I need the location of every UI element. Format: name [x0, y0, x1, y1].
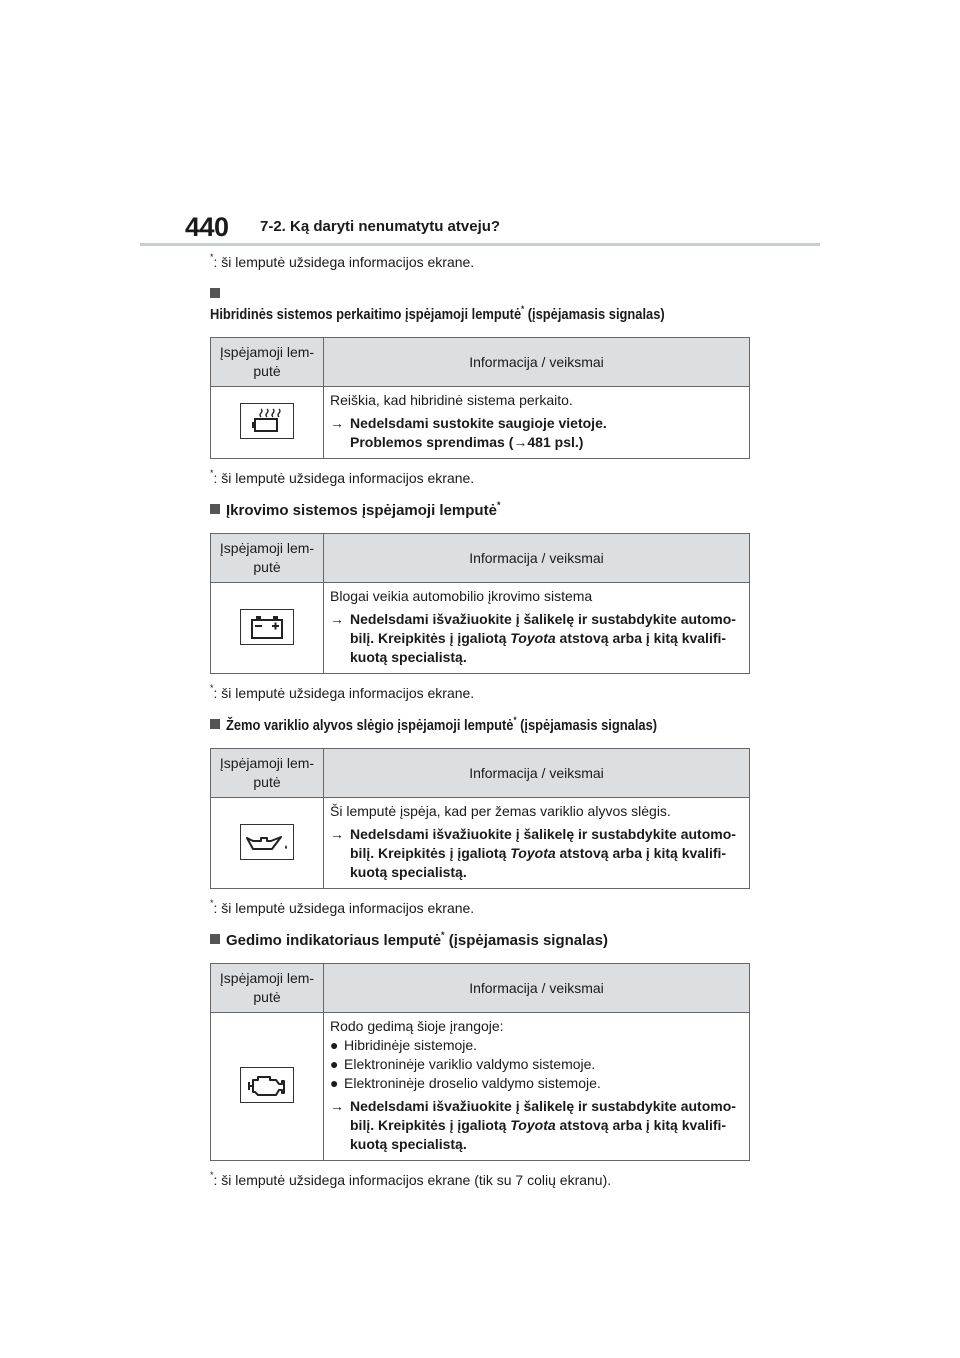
footnote: *: ši lemputė užsidega informacijos ekrane.: [210, 898, 475, 916]
list-item: ● Hibridinėje sistemoje.: [330, 1037, 478, 1053]
info-description: Reiškia, kad hibridinė sistema perkaito.: [330, 392, 573, 408]
section-title-oil-pressure: Žemo variklio alyvos slėgio įspėjamoji lemputė* (įspėjamasis signalas): [210, 716, 750, 736]
info-action: → Nedelsdami išvažiuokite į šalikelę ir sustabdykite automo-bilį. Kreipkitės į įgaliotą Toyota atstovą arba į kitą kvalifi-kuotą specialistą.: [330, 826, 736, 880]
header-light: Įspėjamoji lem- putė: [211, 534, 324, 583]
section-marker: [210, 934, 220, 944]
info-action: → Nedelsdami sustokite saugioje vietoje. Problemos sprendimas (→481 psl.): [330, 415, 607, 450]
warning-table-hybrid-overheat: [210, 337, 750, 459]
check-engine-icon: [240, 1067, 294, 1103]
page-header: [140, 212, 820, 246]
chapter-title: 7-2. Ką daryti nenumatytu atveju?: [260, 218, 501, 235]
header-info: Informacija / veiksmai: [324, 749, 750, 798]
section-marker: [210, 288, 220, 298]
section-marker: [210, 719, 220, 729]
section-marker: [210, 504, 220, 514]
header-info: Informacija / veiksmai: [324, 964, 750, 1013]
section-title-malfunction: Gedimo indikatoriaus lemputė* (įspėjamasis signalas): [210, 931, 750, 951]
footnote: *: ši lemputė užsidega informacijos ekrane.: [210, 683, 475, 701]
warning-table-malfunction: [210, 963, 750, 1161]
footnote: *: ši lemputė užsidega informacijos ekrane.: [210, 468, 475, 486]
warning-table-charging: [210, 533, 750, 674]
section-title-hybrid-overheat: Hibridinės sistemos perkaitimo įspėjamoji lemputė* (įspėjamasis signalas): [210, 285, 750, 325]
header-divider: [140, 243, 820, 246]
page-content: [210, 253, 750, 1203]
header-info: Informacija / veiksmai: [324, 534, 750, 583]
info-description: Rodo gedimą šioje įrangoje:: [330, 1018, 504, 1034]
info-action: → Nedelsdami išvažiuokite į šalikelę ir sustabdykite automo-bilį. Kreipkitės į įgaliotą Toyota atstovą arba į kitą kvalifi-kuotą specialistą.: [330, 611, 736, 665]
footnote: *: ši lemputė užsidega informacijos ekrane.: [210, 252, 475, 270]
list-item: ● Elektroninėje variklio valdymo sistemoje.: [330, 1056, 596, 1072]
header-info: Informacija / veiksmai: [324, 338, 750, 387]
header-light: Įspėjamoji lem- putė: [211, 338, 324, 387]
page-number: 440: [185, 212, 229, 242]
hybrid-overheat-icon: [240, 403, 294, 439]
section-title-charging: Įkrovimo sistemos įspėjamoji lemputė*: [210, 501, 750, 521]
header-light: Įspėjamoji lem- putė: [211, 964, 324, 1013]
header-light: Įspėjamoji lem- putė: [211, 749, 324, 798]
warning-table-oil-pressure: [210, 748, 750, 889]
info-description: Blogai veikia automobilio įkrovimo sistema: [330, 588, 593, 604]
battery-icon: [240, 609, 294, 645]
list-item: ● Elektroninėje droselio valdymo sistemoje.: [330, 1075, 601, 1091]
info-action: → Nedelsdami išvažiuokite į šalikelę ir sustabdykite automo-bilį. Kreipkitės į įgaliotą Toyota atstovą arba į kitą kvalifi-kuotą specialistą.: [330, 1098, 736, 1152]
info-description: Ši lemputė įspėja, kad per žemas variklio alyvos slėgis.: [330, 803, 671, 819]
oil-can-icon: [240, 824, 294, 860]
footnote: *: ši lemputė užsidega informacijos ekrane (tik su 7 colių ekranu).: [210, 1170, 612, 1188]
